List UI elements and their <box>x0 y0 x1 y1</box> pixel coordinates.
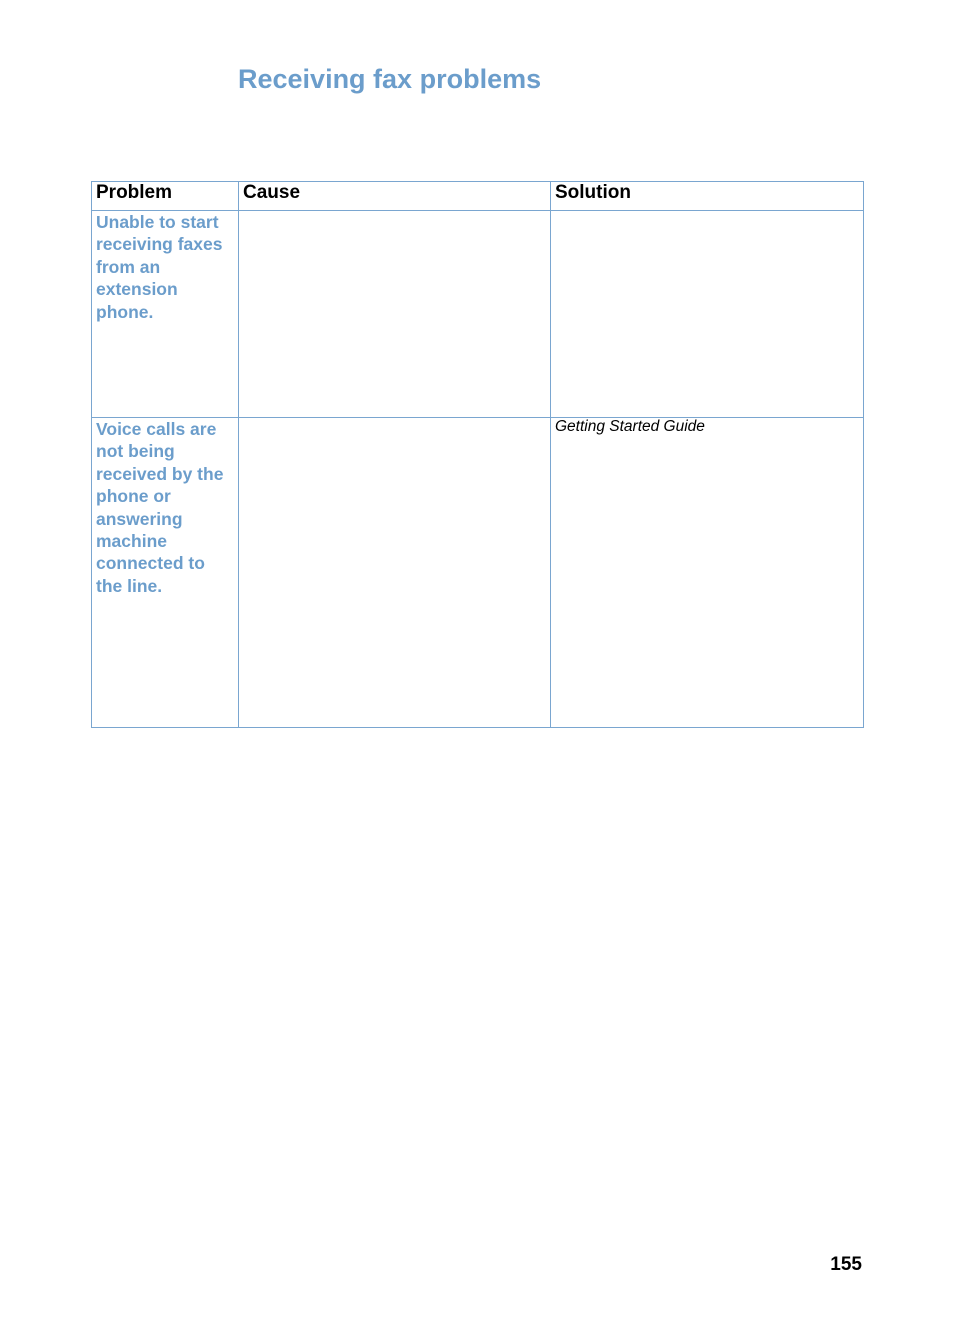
problem-cell: Voice calls are not being received by the phone or answering machine connected to the line. <box>92 418 239 728</box>
guide-reference: Getting Started Guide <box>555 418 705 435</box>
solution-cell <box>551 418 864 728</box>
header-cause: Cause <box>239 182 551 211</box>
table-row <box>92 211 864 418</box>
cause-cell <box>239 211 551 418</box>
header-solution: Solution <box>551 182 864 211</box>
problem-cell: Unable to start receiving faxes from an extension phone. <box>92 211 239 418</box>
table-row <box>92 418 864 728</box>
cause-cell <box>239 418 551 728</box>
header-problem: Problem <box>92 182 239 211</box>
troubleshooting-table <box>91 181 864 728</box>
page-title: Receiving fax problems <box>238 64 542 94</box>
solution-cell <box>551 211 864 418</box>
table-header-row <box>92 182 864 211</box>
page-number: 155 <box>830 1254 862 1275</box>
